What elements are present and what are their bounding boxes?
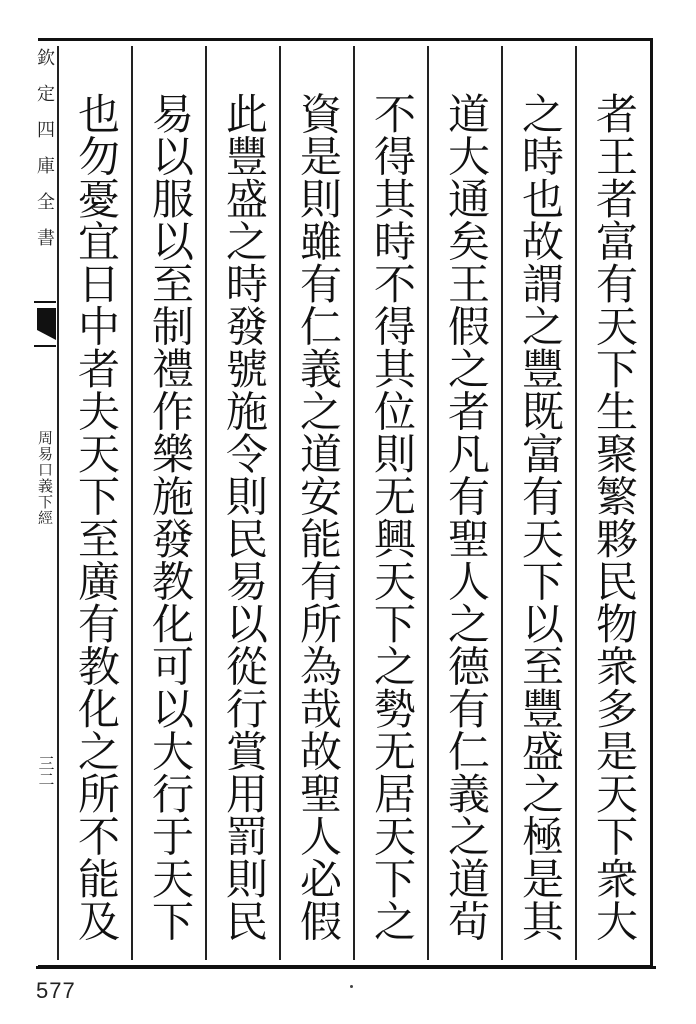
text-column-3: 道大通矣王假之者凡有聖人之德有仁義之道茍 <box>442 92 491 942</box>
column-rule <box>575 46 577 960</box>
book-title: 周易口義下經 <box>36 430 54 526</box>
column-rule <box>131 46 133 960</box>
folio-number: 三二 <box>36 755 55 787</box>
collection-title: 欽定四庫全書 <box>34 48 55 264</box>
page-number: 577 <box>36 978 76 1003</box>
bottom-dot <box>350 985 353 988</box>
column-rule <box>205 46 207 960</box>
column-rule <box>501 46 503 960</box>
column-rule <box>57 46 59 960</box>
column-rule <box>279 46 281 960</box>
text-column-7: 易以服以至制禮作樂施發教化可以大行于天下 <box>146 92 195 942</box>
text-column-1: 者王者富有天下生聚繁夥民物衆多是天下衆大 <box>590 92 639 942</box>
text-column-2: 之時也故謂之豐既富有天下以至豐盛之極是其 <box>516 92 565 942</box>
bottom-border <box>36 966 656 969</box>
column-rule <box>353 46 355 960</box>
text-column-8: 也勿憂宜日中者夫天下至廣有教化之所不能及 <box>72 92 121 942</box>
text-column-5: 資是則雖有仁義之道安能有所為哉故聖人必假 <box>294 92 343 942</box>
text-column-6: 此豐盛之時發號施令則民易以從行賞用罰則民 <box>220 92 269 942</box>
text-column-4: 不得其時不得其位則无興天下之勢无居天下之 <box>368 92 417 942</box>
fishtail-mark-icon <box>34 300 56 348</box>
column-rule <box>427 46 429 960</box>
